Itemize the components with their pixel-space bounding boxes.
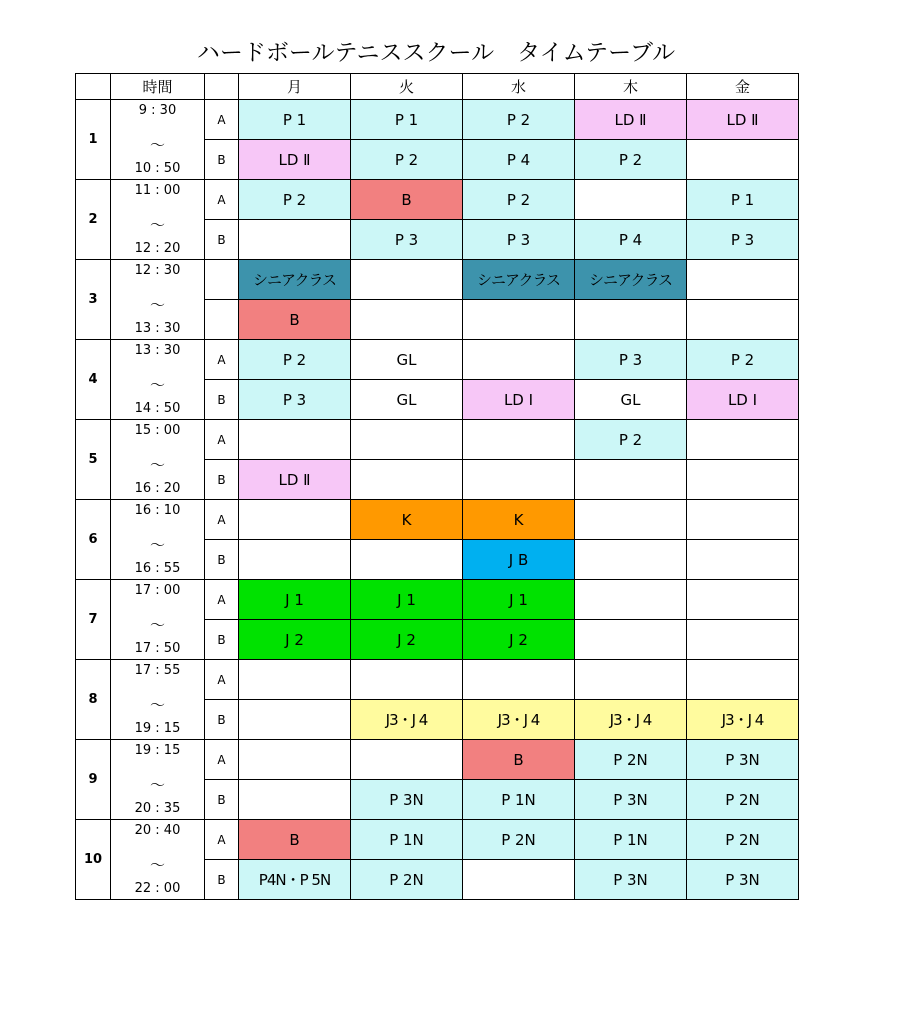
period-start-time: 12 : 30: [134, 263, 181, 278]
period-end-time: 22 : 00: [134, 881, 181, 896]
class-cell-wed: [463, 660, 575, 700]
period-time: [111, 660, 205, 740]
slot-label: B: [205, 540, 239, 580]
slot-label: A: [205, 420, 239, 460]
table-row: [76, 100, 799, 140]
class-cell-wed: シニアクラス: [463, 260, 575, 300]
class-cell-wed: [463, 860, 575, 900]
header-corner: [76, 74, 111, 100]
period-time-separator: ～: [149, 536, 165, 554]
class-cell-thu: P 3N: [575, 780, 687, 820]
class-cell-fri: [687, 420, 799, 460]
class-cell-wed: P 2: [463, 100, 575, 140]
class-cell-mon: シニアクラス: [239, 260, 351, 300]
period-time-separator: ～: [149, 136, 165, 154]
class-cell-fri: [687, 540, 799, 580]
class-cell-fri: J3・J 4: [687, 700, 799, 740]
class-cell-thu: [575, 180, 687, 220]
class-cell-wed: [463, 300, 575, 340]
class-cell-wed: J 2: [463, 620, 575, 660]
period-number: 9: [76, 740, 111, 820]
class-cell-tue: J3・J 4: [351, 700, 463, 740]
header-day-thu: 木: [575, 74, 687, 100]
slot-label: B: [205, 380, 239, 420]
class-cell-wed: J3・J 4: [463, 700, 575, 740]
period-number: 7: [76, 580, 111, 660]
class-cell-mon: [239, 740, 351, 780]
slot-label: [205, 260, 239, 300]
class-cell-fri: P 1: [687, 180, 799, 220]
period-number: 6: [76, 500, 111, 580]
table-row: [76, 500, 799, 540]
class-cell-fri: [687, 260, 799, 300]
period-number: 1: [76, 100, 111, 180]
slot-label: A: [205, 180, 239, 220]
period-end-time: 16 : 20: [134, 481, 181, 496]
class-cell-tue: B: [351, 180, 463, 220]
class-cell-tue: GL: [351, 380, 463, 420]
table-row: [76, 420, 799, 460]
header-slot: [205, 74, 239, 100]
period-time: [111, 580, 205, 660]
slot-label: [205, 300, 239, 340]
class-cell-mon: J 2: [239, 620, 351, 660]
period-time: [111, 260, 205, 340]
class-cell-wed: K: [463, 500, 575, 540]
period-time-separator: ～: [149, 616, 165, 634]
class-cell-mon: [239, 780, 351, 820]
class-cell-mon: P 2: [239, 340, 351, 380]
period-number: 10: [76, 820, 111, 900]
class-cell-wed: P 4: [463, 140, 575, 180]
class-cell-fri: LD Ⅱ: [687, 100, 799, 140]
slot-label: B: [205, 620, 239, 660]
period-time: [111, 740, 205, 820]
period-time-separator: ～: [149, 456, 165, 474]
page-title: ハードボールテニススクール タイムテーブル: [196, 40, 676, 66]
period-time: [111, 420, 205, 500]
class-cell-tue: P 2N: [351, 860, 463, 900]
slot-label: B: [205, 140, 239, 180]
period-time: [111, 340, 205, 420]
class-cell-fri: [687, 460, 799, 500]
period-end-time: 13 : 30: [134, 321, 181, 336]
class-cell-wed: P 2N: [463, 820, 575, 860]
class-cell-fri: LD Ⅰ: [687, 380, 799, 420]
period-start-time: 13 : 30: [134, 343, 181, 358]
table-row: [76, 580, 799, 620]
class-cell-fri: P 2N: [687, 820, 799, 860]
table-row: [76, 340, 799, 380]
period-time-separator: ～: [149, 376, 165, 394]
period-time-separator: ～: [149, 216, 165, 234]
class-cell-thu: LD Ⅱ: [575, 100, 687, 140]
class-cell-tue: [351, 260, 463, 300]
class-cell-fri: [687, 580, 799, 620]
period-time-separator: ～: [149, 776, 165, 794]
class-cell-mon: [239, 220, 351, 260]
class-cell-thu: P 3: [575, 340, 687, 380]
period-end-time: 17 : 50: [134, 641, 181, 656]
class-cell-mon: B: [239, 300, 351, 340]
timetable: [75, 73, 799, 900]
period-number: 4: [76, 340, 111, 420]
class-cell-fri: P 3: [687, 220, 799, 260]
class-cell-tue: [351, 540, 463, 580]
class-cell-thu: [575, 500, 687, 540]
class-cell-fri: [687, 660, 799, 700]
class-cell-fri: [687, 620, 799, 660]
class-cell-thu: [575, 540, 687, 580]
class-cell-mon: B: [239, 820, 351, 860]
slot-label: B: [205, 860, 239, 900]
period-time-separator: ～: [149, 856, 165, 874]
class-cell-wed: [463, 420, 575, 460]
class-cell-tue: [351, 420, 463, 460]
period-number: 3: [76, 260, 111, 340]
class-cell-fri: P 3N: [687, 740, 799, 780]
period-time-separator: ～: [149, 296, 165, 314]
slot-label: A: [205, 500, 239, 540]
class-cell-mon: P 1: [239, 100, 351, 140]
class-cell-mon: [239, 420, 351, 460]
class-cell-thu: GL: [575, 380, 687, 420]
period-start-time: 15 : 00: [134, 423, 181, 438]
class-cell-wed: B: [463, 740, 575, 780]
class-cell-mon: [239, 700, 351, 740]
class-cell-wed: [463, 340, 575, 380]
period-start-time: 16 : 10: [134, 503, 181, 518]
class-cell-tue: P 3: [351, 220, 463, 260]
class-cell-thu: [575, 580, 687, 620]
class-cell-tue: P 3N: [351, 780, 463, 820]
period-time: [111, 180, 205, 260]
class-cell-thu: J3・J 4: [575, 700, 687, 740]
class-cell-mon: LD Ⅱ: [239, 140, 351, 180]
class-cell-tue: P 1: [351, 100, 463, 140]
slot-label: A: [205, 580, 239, 620]
class-cell-wed: P 3: [463, 220, 575, 260]
class-cell-tue: P 2: [351, 140, 463, 180]
slot-label: A: [205, 340, 239, 380]
period-end-time: 19 : 15: [134, 721, 181, 736]
class-cell-thu: シニアクラス: [575, 260, 687, 300]
table-row: [76, 740, 799, 780]
slot-label: A: [205, 740, 239, 780]
class-cell-fri: [687, 500, 799, 540]
period-end-time: 12 : 20: [134, 241, 181, 256]
class-cell-mon: J 1: [239, 580, 351, 620]
period-start-time: 9 : 30: [138, 103, 177, 118]
period-number: 5: [76, 420, 111, 500]
class-cell-mon: P4N・P 5N: [239, 860, 351, 900]
table-row: [76, 820, 799, 860]
header-day-fri: 金: [687, 74, 799, 100]
class-cell-mon: P 3: [239, 380, 351, 420]
header-day-mon: 月: [239, 74, 351, 100]
period-number: 8: [76, 660, 111, 740]
header-time: 時間: [111, 74, 205, 100]
slot-label: B: [205, 700, 239, 740]
class-cell-fri: P 3N: [687, 860, 799, 900]
class-cell-thu: [575, 620, 687, 660]
class-cell-wed: J B: [463, 540, 575, 580]
period-end-time: 10 : 50: [134, 161, 181, 176]
period-number: 2: [76, 180, 111, 260]
class-cell-mon: [239, 540, 351, 580]
class-cell-thu: P 1N: [575, 820, 687, 860]
class-cell-thu: P 3N: [575, 860, 687, 900]
class-cell-tue: P 1N: [351, 820, 463, 860]
class-cell-wed: LD Ⅰ: [463, 380, 575, 420]
table-row: [76, 180, 799, 220]
slot-label: A: [205, 660, 239, 700]
class-cell-thu: P 4: [575, 220, 687, 260]
class-cell-wed: J 1: [463, 580, 575, 620]
class-cell-thu: P 2: [575, 420, 687, 460]
slot-label: A: [205, 820, 239, 860]
table-row: [76, 660, 799, 700]
class-cell-fri: [687, 300, 799, 340]
period-end-time: 20 : 35: [134, 801, 181, 816]
class-cell-fri: P 2: [687, 340, 799, 380]
class-cell-fri: [687, 140, 799, 180]
period-start-time: 17 : 00: [134, 583, 181, 598]
slot-label: B: [205, 460, 239, 500]
period-time: [111, 100, 205, 180]
class-cell-mon: [239, 660, 351, 700]
class-cell-mon: [239, 500, 351, 540]
class-cell-tue: J 1: [351, 580, 463, 620]
period-start-time: 20 : 40: [134, 823, 181, 838]
class-cell-tue: GL: [351, 340, 463, 380]
class-cell-wed: [463, 460, 575, 500]
class-cell-mon: LD Ⅱ: [239, 460, 351, 500]
class-cell-tue: [351, 460, 463, 500]
header-row: [76, 74, 799, 100]
class-cell-wed: P 2: [463, 180, 575, 220]
class-cell-tue: K: [351, 500, 463, 540]
period-start-time: 19 : 15: [134, 743, 181, 758]
class-cell-mon: P 2: [239, 180, 351, 220]
slot-label: B: [205, 220, 239, 260]
header-day-tue: 火: [351, 74, 463, 100]
period-start-time: 17 : 55: [134, 663, 181, 678]
period-time: [111, 820, 205, 900]
class-cell-thu: P 2N: [575, 740, 687, 780]
class-cell-thu: [575, 460, 687, 500]
class-cell-tue: [351, 300, 463, 340]
class-cell-thu: [575, 660, 687, 700]
class-cell-tue: [351, 740, 463, 780]
class-cell-tue: J 2: [351, 620, 463, 660]
period-end-time: 16 : 55: [134, 561, 181, 576]
class-cell-tue: [351, 660, 463, 700]
period-start-time: 11 : 00: [134, 183, 181, 198]
table-row: [76, 260, 799, 300]
class-cell-thu: P 2: [575, 140, 687, 180]
slot-label: A: [205, 100, 239, 140]
class-cell-fri: P 2N: [687, 780, 799, 820]
slot-label: B: [205, 780, 239, 820]
class-cell-thu: [575, 300, 687, 340]
class-cell-wed: P 1N: [463, 780, 575, 820]
header-day-wed: 水: [463, 74, 575, 100]
period-end-time: 14 : 50: [134, 401, 181, 416]
period-time-separator: ～: [149, 696, 165, 714]
period-time: [111, 500, 205, 580]
